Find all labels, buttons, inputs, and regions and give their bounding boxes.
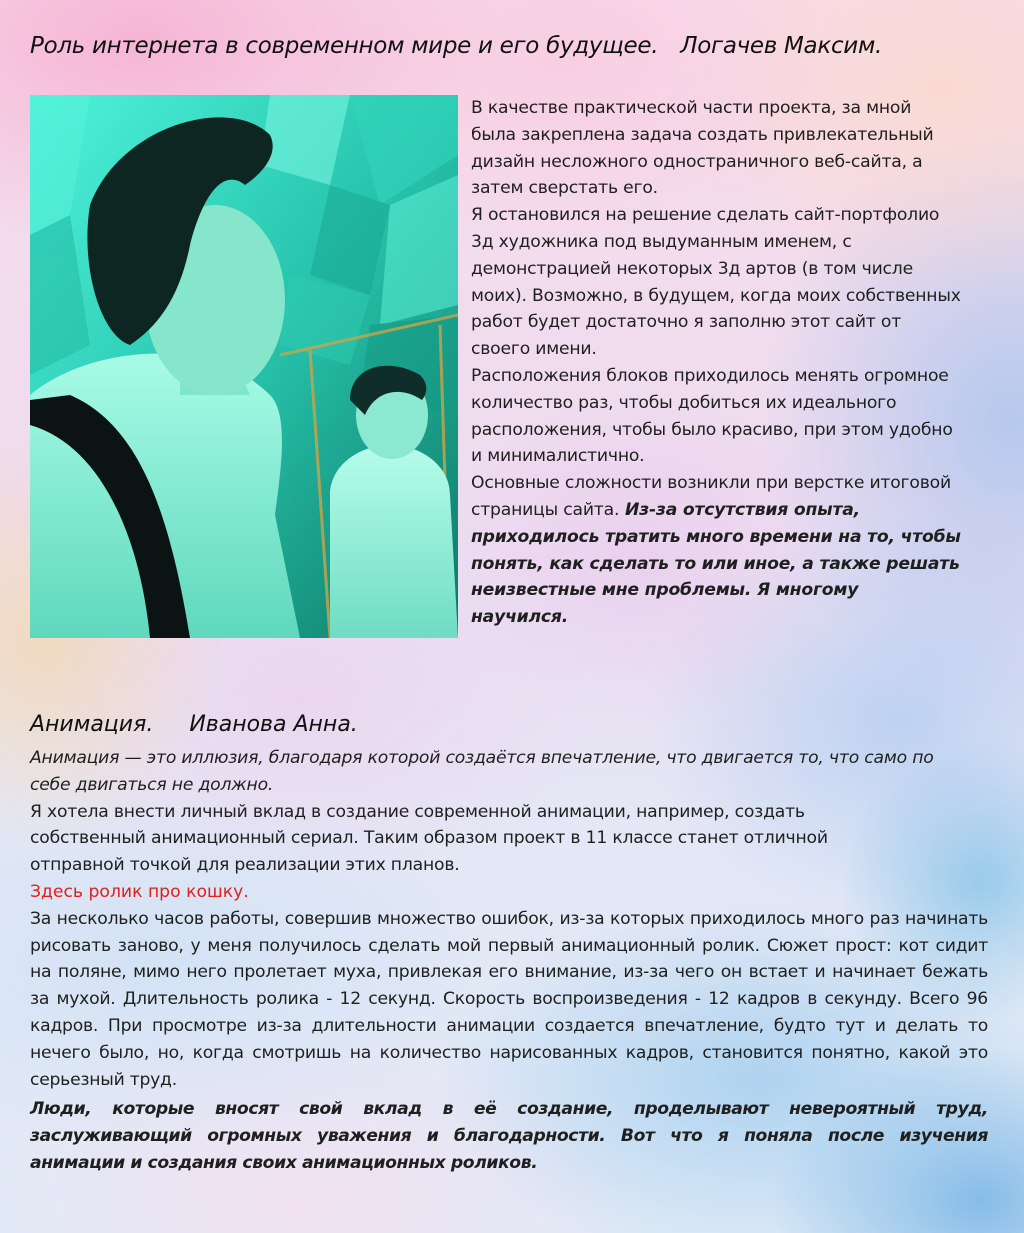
definition: Анимация — это иллюзия, благодаря которой создаётся впечатление, что двигается то, что само по себе двигаться не должно. — [30, 748, 934, 795]
paragraph: В качестве практической части проекта, за мной была закреплена задача создать привлекательный дизайн несложного одностраничного веб-сайта, а затем сверстать его. — [471, 98, 934, 199]
section2-text — [30, 745, 988, 1177]
body-paragraph: За несколько часов работы, совершив множество ошибок, из-за которых приходилось много раз начинать рисовать заново, у меня получилось сделать мой первый анимационный ролик. Сюжет прост: кот сидит на поляне, мимо него пролетает муха, привлекая его внимание, из-за чего он встает и начинает бежать за мухой. Длительность ролика - 12 секунд. Скорость воспроизведения - 12 кадров в секунду. Всего 96 кадров. При просмотре из-за длительности анимации создается впечатление, будто тут и делать то нечего было, но, когда смотришь на количество нарисованных кадров, становится понятно, какой это серьезный труд. — [30, 908, 988, 1090]
paragraph-plain: Основные сложности возникли при верстке итоговой страницы сайта. — [471, 473, 951, 520]
section1-title-line — [30, 33, 882, 59]
section2-author: Иванова Анна. — [189, 712, 358, 737]
paragraph-emphasis: Из-за отсутствия опыта, приходилось тратить много времени на то, чтобы понять, как сделать то или иное, а также решать неизвестные мне проблемы. Я многому научился. — [471, 499, 961, 628]
section1-text — [471, 95, 961, 631]
section1-title: Роль интернета в современном мире и его будущее. — [30, 33, 659, 59]
paragraph: Я остановился на решение сделать сайт-портфолио 3д художника под выдуманным именем, с демонстрацией некоторых 3д артов (в том числе моих). Возможно, в будущем, когда моих собственных работ будет достаточно я заполню этот сайт от своего имени. — [471, 205, 961, 360]
conclusion: Люди, которые вносят свой вклад в её создание, проделывают невероятный труд, заслуживающий огромных уважения и благодарности. Вот что я поняла после изучения анимации и создания своих анимационных роликов. — [30, 1099, 988, 1173]
video-note: Здесь ролик про кошку. — [30, 881, 249, 902]
section1-photo — [30, 95, 458, 638]
section2-title-line — [30, 712, 358, 737]
section1-author: Логачев Максим. — [680, 33, 883, 59]
intro-paragraph: Я хотела внести личный вклад в создание современной анимации, например, создать собственный анимационный сериал. Таким образом проект в 11 классе станет отличной отправной точкой для реализации этих планов. — [30, 801, 828, 876]
paragraph: Расположения блоков приходилось менять огромное количество раз, чтобы добиться их идеального расположения, чтобы было красиво, при этом удобно и минималистично. — [471, 365, 953, 467]
paragraph-last — [471, 470, 961, 631]
photo-illustration — [30, 95, 458, 638]
section2-title: Анимация. — [30, 712, 154, 737]
